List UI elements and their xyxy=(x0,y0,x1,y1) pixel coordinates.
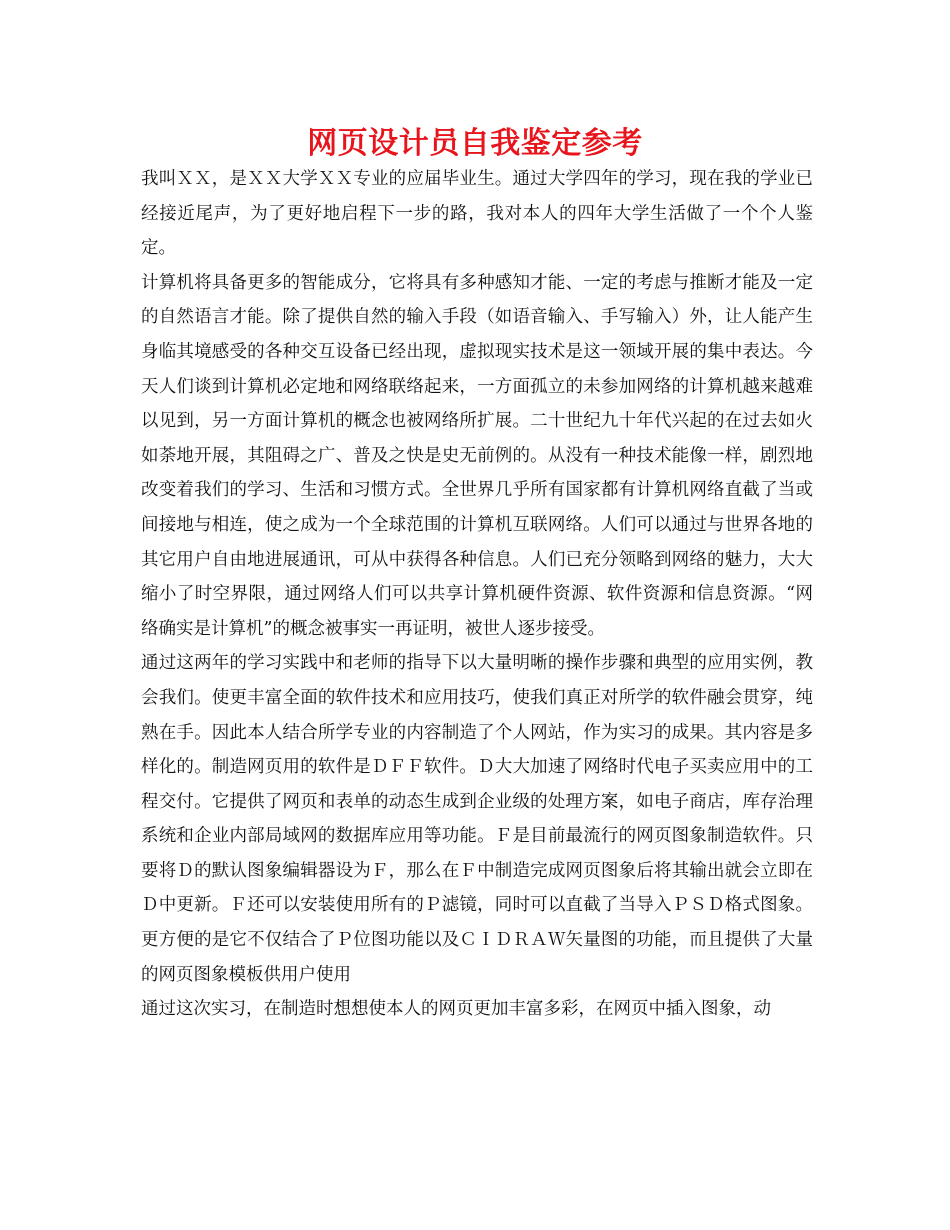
paragraph-internship: 通过这次实习，在制造时想想使本人的网页更加丰富多彩，在网页中插入图象，动 xyxy=(141,999,771,1020)
document-body xyxy=(141,162,813,1027)
paragraph-software-learning: 通过这两年的学习实践中和老师的指导下以大量明晰的操作步骤和典型的应用实例，教会我们。使更丰富全面的软件技术和应用技巧，使我们真正对所学的软件融会贯穿，纯熟在手。因此本人结合所学专业的内容制造了个人网站，作为实习的成果。其内容是多样化的。制造网页用的软件是ＤＦＦ软件。Ｄ大大加速了网络时代电子买卖应用中的工程交付。它提供了网页和表单的动态生成到企业级的处理方案，如电子商店，库存治理系统和企业内部局域网的数据库应用等功能。Ｆ是目前最流行的网页图象制造软件。只要将Ｄ的默认图象编辑器设为Ｆ，那么在Ｆ中制造完成网页图象后将其输出就会立即在Ｄ中更新。Ｆ还可以安装使用所有的Ｐ滤镜，同时可以直截了当导入ＰＳＤ格式图象。更方便的是它不仅结合了Ｐ位图功能以及ＣＩＤＲＡＷ矢量图的功能，而且提供了大量的网页图象模板供用户使用 xyxy=(141,653,813,985)
paragraph-computer-network: 计算机将具备更多的智能成分，它将具有多种感知才能、一定的考虑与推断才能及一定的自然语言才能。除了提供自然的输入手段（如语音输入、手写输入）外，让人能产生身临其境感受的各种交互设备已经出现，虚拟现实技术是这一领域开展的集中表达。今天人们谈到计算机必定地和网络联络起来，一方面孤立的未参加网络的计算机越来越难以见到，另一方面计算机的概念也被网络所扩展。二十世纪九十年代兴起的在过去如火如荼地开展，其阻碍之广、普及之快是史无前例的。从没有一种技术能像一样，剧烈地改变着我们的学习、生活和习惯方式。全世界几乎所有国家都有计算机网络直截了当或间接地与相连，使之成为一个全球范围的计算机互联网络。人们可以通过与世界各地的其它用户自由地进展通讯，可从中获得各种信息。人们已充分领略到网络的魅力，大大缩小了时空界限，通过网络人们可以共享计算机硬件资源、软件资源和信息资源。“网络确实是计算机”的概念被事实一再证明，被世人逐步接受。 xyxy=(141,272,813,639)
document-title: 网页设计员自我鉴定参考 xyxy=(307,126,643,161)
paragraph-intro: 我叫ＸＸ，是ＸＸ大学ＸＸ专业的应届毕业生。通过大学四年的学习，现在我的学业已经接近尾声，为了更好地启程下一步的路，我对本人的四年大学生活做了一个个人鉴定。 xyxy=(141,169,813,259)
